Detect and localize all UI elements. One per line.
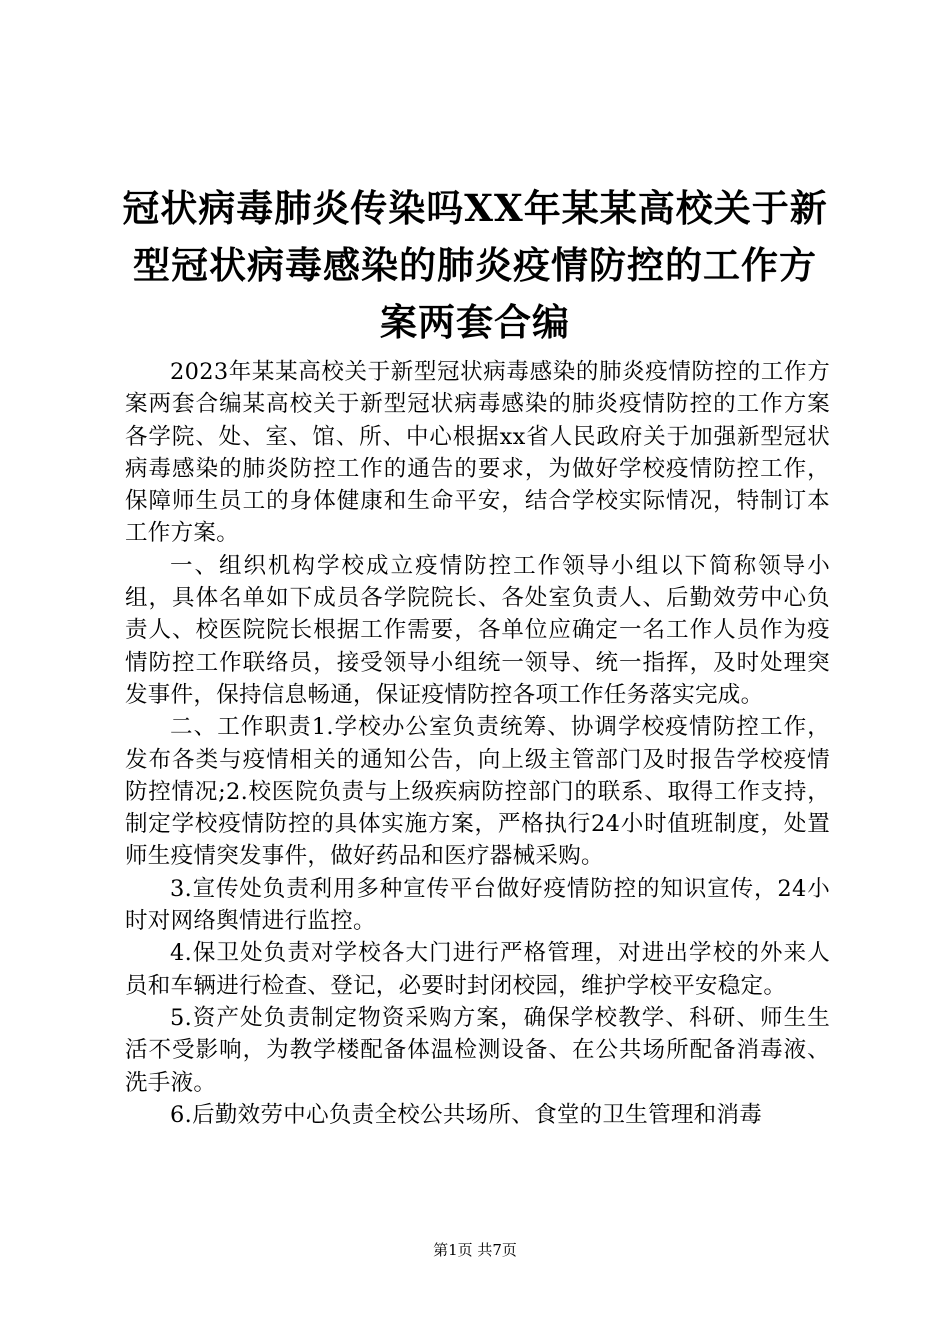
paragraph-responsibilities: 二、工作职责1.学校办公室负责统筹、协调学校疫情防控工作，发布各类与疫情相关的通知公告，向上级主管部门及时报告学校疫情防控情况;2.校医院负责与上级疾病防控部门的联系、取得工作支持，制定学校疫情防控的具体实施方案，严格执行24小时值班制度，处置师生疫情突发事件，做好药品和医疗器械采购。 [125,714,830,870]
paragraph-intro: 2023年某某高校关于新型冠状病毒感染的肺炎疫情防控的工作方案两套合编某高校关于新型冠状病毒感染的肺炎疫情防控的工作方案各学院、处、室、馆、所、中心根据xx省人民政府关于加强新型冠状病毒感染的肺炎防控工作的通告的要求，为做好学校疫情防控工作，保障师生员工的身体健康和生命平安，结合学校实际情况，特制订本工作方案。 [125,359,830,547]
paragraph-item-3: 3.宣传处负责利用多种宣传平台做好疫情防控的知识宣传，24小时对网络舆情进行监控。 [125,875,830,935]
page-footer: 第1页 共7页 [433,1241,517,1259]
paragraph-item-5: 5.资产处负责制定物资采购方案，确保学校教学、科研、师生生活不受影响，为教学楼配备体温检测设备、在公共场所配备消毒液、洗手液。 [125,1004,830,1096]
paragraph-item-4: 4.保卫处负责对学校各大门进行严格管理，对进出学校的外来人员和车辆进行检查、登记，必要时封闭校园，维护学校平安稳定。 [125,940,830,999]
document-title: 冠状病毒肺炎传染吗XX年某某高校关于新型冠状病毒感染的肺炎疫情防控的工作方案两套合编 [122,186,828,344]
paragraph-organization: 一、组织机构学校成立疫情防控工作领导小组以下简称领导小组，具体名单如下成员各学院院长、各处室负责人、后勤效劳中心负责人、校医院院长根据工作需要，各单位应确定一名工作人员作为疫情防控工作联络员，接受领导小组统一领导、统一指挥，及时处理突发事件，保持信息畅通，保证疫情防控各项工作任务落实完成。 [125,552,830,708]
document-body [125,356,830,1131]
paragraph-item-6: 6.后勤效劳中心负责全校公共场所、食堂的卫生管理和消毒 [170,1101,763,1128]
